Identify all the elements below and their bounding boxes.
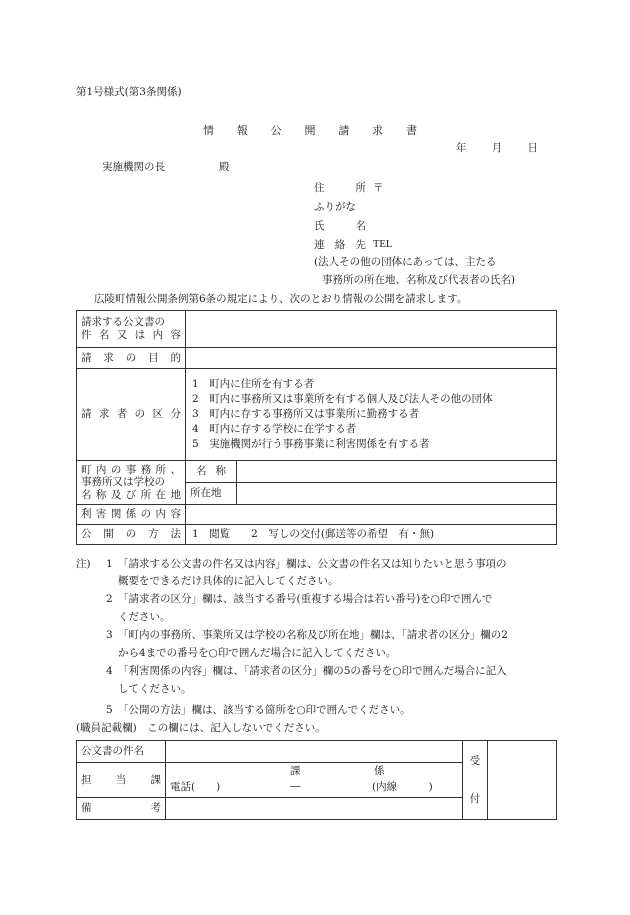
page-title — [203, 124, 417, 137]
doc-subject-label: 請求する公文書の 件 名 又 は 内 容 — [77, 311, 186, 348]
addressee-honorific: 殿 — [219, 161, 230, 173]
method-options[interactable]: 1 閲覧 2 写しの交付(郵送等の希望 有・無) — [186, 525, 557, 545]
intro-text: 広陵町情報公開条例第6条の規定により、次のとおり情報の公開を請求します。 — [94, 293, 468, 305]
title-char: 報 — [236, 124, 248, 137]
date-month: 月 — [491, 142, 503, 154]
office-location-label: 所在地 — [186, 483, 237, 505]
tel-label: TEL — [373, 239, 393, 250]
corp-note-line1: (法人その他の団体にあっては、主たる — [314, 256, 497, 268]
interest-label: 利 害 関 係 の 内 容 — [77, 505, 186, 525]
note-number: 5 — [106, 704, 113, 716]
request-table — [76, 310, 557, 545]
date-day: 日 — [527, 142, 538, 154]
extension-label: (内線 ) — [372, 781, 433, 793]
note-number: 4 — [106, 665, 113, 677]
doc-subject-field[interactable] — [186, 311, 557, 348]
staff-remarks-field — [166, 798, 463, 820]
category-option[interactable]: 4 町内に存する学校に在学する者 — [192, 423, 357, 435]
receipt-label: 受 付 — [463, 741, 488, 820]
postal-mark: 〒 — [373, 182, 384, 194]
title-char: 情 — [203, 124, 214, 137]
receipt-stamp-area — [488, 741, 557, 820]
note-number: 2 — [106, 593, 113, 605]
note-text: 「請求する公文書の件名又は内容」欄は、公文書の件名又は知りたいと思う事項の — [118, 558, 507, 570]
office-location-field[interactable] — [237, 483, 557, 505]
office-label: 町 内 の 事 務 所 、 事務所又は学校の 名 称 及 び 所 在 地 — [77, 461, 186, 505]
kakari-label: 係 — [374, 765, 385, 777]
phone-label: 電話( ) — [170, 781, 221, 793]
address-label: 住 所 — [314, 182, 366, 194]
title-char: 求 — [372, 124, 384, 137]
form-number: 第1号様式(第3条関係) — [76, 86, 182, 98]
staff-charge-field — [166, 763, 463, 798]
purpose-field[interactable] — [186, 348, 557, 369]
method-label: 公 開 の 方 法 — [77, 525, 186, 545]
notes-prefix: 注) — [76, 558, 91, 570]
addressee-org: 実施機関の長 — [102, 161, 165, 173]
phone-dash: ― — [290, 780, 301, 792]
staff-doc-name-label: 公文書の件名 — [77, 741, 166, 763]
date-line — [456, 142, 538, 155]
name-label: 氏 名 — [314, 220, 366, 232]
purpose-label: 請 求 の 目 的 — [77, 348, 186, 369]
note-text: 「町内の事務所、事業所又は学校の名称及び所在地」欄は、「請求者の区分」欄の2 — [118, 629, 508, 641]
note-number: 1 — [106, 558, 113, 570]
requester-category-options[interactable] — [186, 369, 557, 461]
note-text: してください。 — [118, 683, 192, 695]
office-name-label: 名 称 — [186, 461, 237, 483]
category-option[interactable]: 5 実施機関が行う事務事業に利害関係を有する者 — [192, 438, 430, 450]
title-char: 開 — [304, 124, 316, 137]
note-text: ください。 — [118, 611, 171, 623]
category-option[interactable]: 2 町内に事務所又は事業所を有する個人及び法人その他の団体 — [192, 393, 493, 405]
furigana-label: ふりがな — [314, 201, 356, 213]
category-option[interactable]: 3 町内に存する事務所又は事業所に勤務する者 — [192, 408, 420, 420]
title-char: 公 — [270, 124, 282, 137]
interest-field[interactable] — [186, 505, 557, 525]
note-text: 「公開の方法」欄は、該当する箇所を○印で囲んでください。 — [118, 704, 411, 716]
staff-section-header: (職員記載欄) この欄には、記入しないでください。 — [76, 722, 326, 734]
title-char: 請 — [338, 124, 350, 137]
requester-category-label: 請 求 者 の 区 分 — [77, 369, 186, 461]
note-text: 「利害関係の内容」欄は、「請求者の区分」欄の5の番号を○印で囲んだ場合に記入 — [118, 665, 507, 677]
note-text: 概要をできるだけ具体的に記入してください。 — [118, 575, 339, 587]
staff-doc-name-field — [166, 741, 463, 763]
staff-charge-label: 担 当 課 — [77, 763, 166, 798]
date-year: 年 — [456, 142, 467, 154]
staff-table — [76, 740, 557, 820]
note-number: 3 — [106, 629, 113, 641]
contact-label: 連 絡 先 — [314, 239, 366, 251]
note-text: から4までの番号を○印で囲んだ場合に記入してください。 — [118, 647, 397, 659]
ka-label: 課 — [290, 765, 301, 777]
category-option[interactable]: 1 町内に住所を有する者 — [192, 378, 315, 390]
office-name-field[interactable] — [237, 461, 557, 483]
title-char: 書 — [405, 124, 417, 137]
staff-remarks-label: 備 考 — [77, 798, 166, 820]
note-text: 「請求者の区分」欄は、該当する番号(重複する場合は若い番号)を○印で囲んで — [118, 593, 493, 605]
corp-note-line2: 事務所の所在地、名称及び代表者の氏名) — [322, 274, 516, 286]
